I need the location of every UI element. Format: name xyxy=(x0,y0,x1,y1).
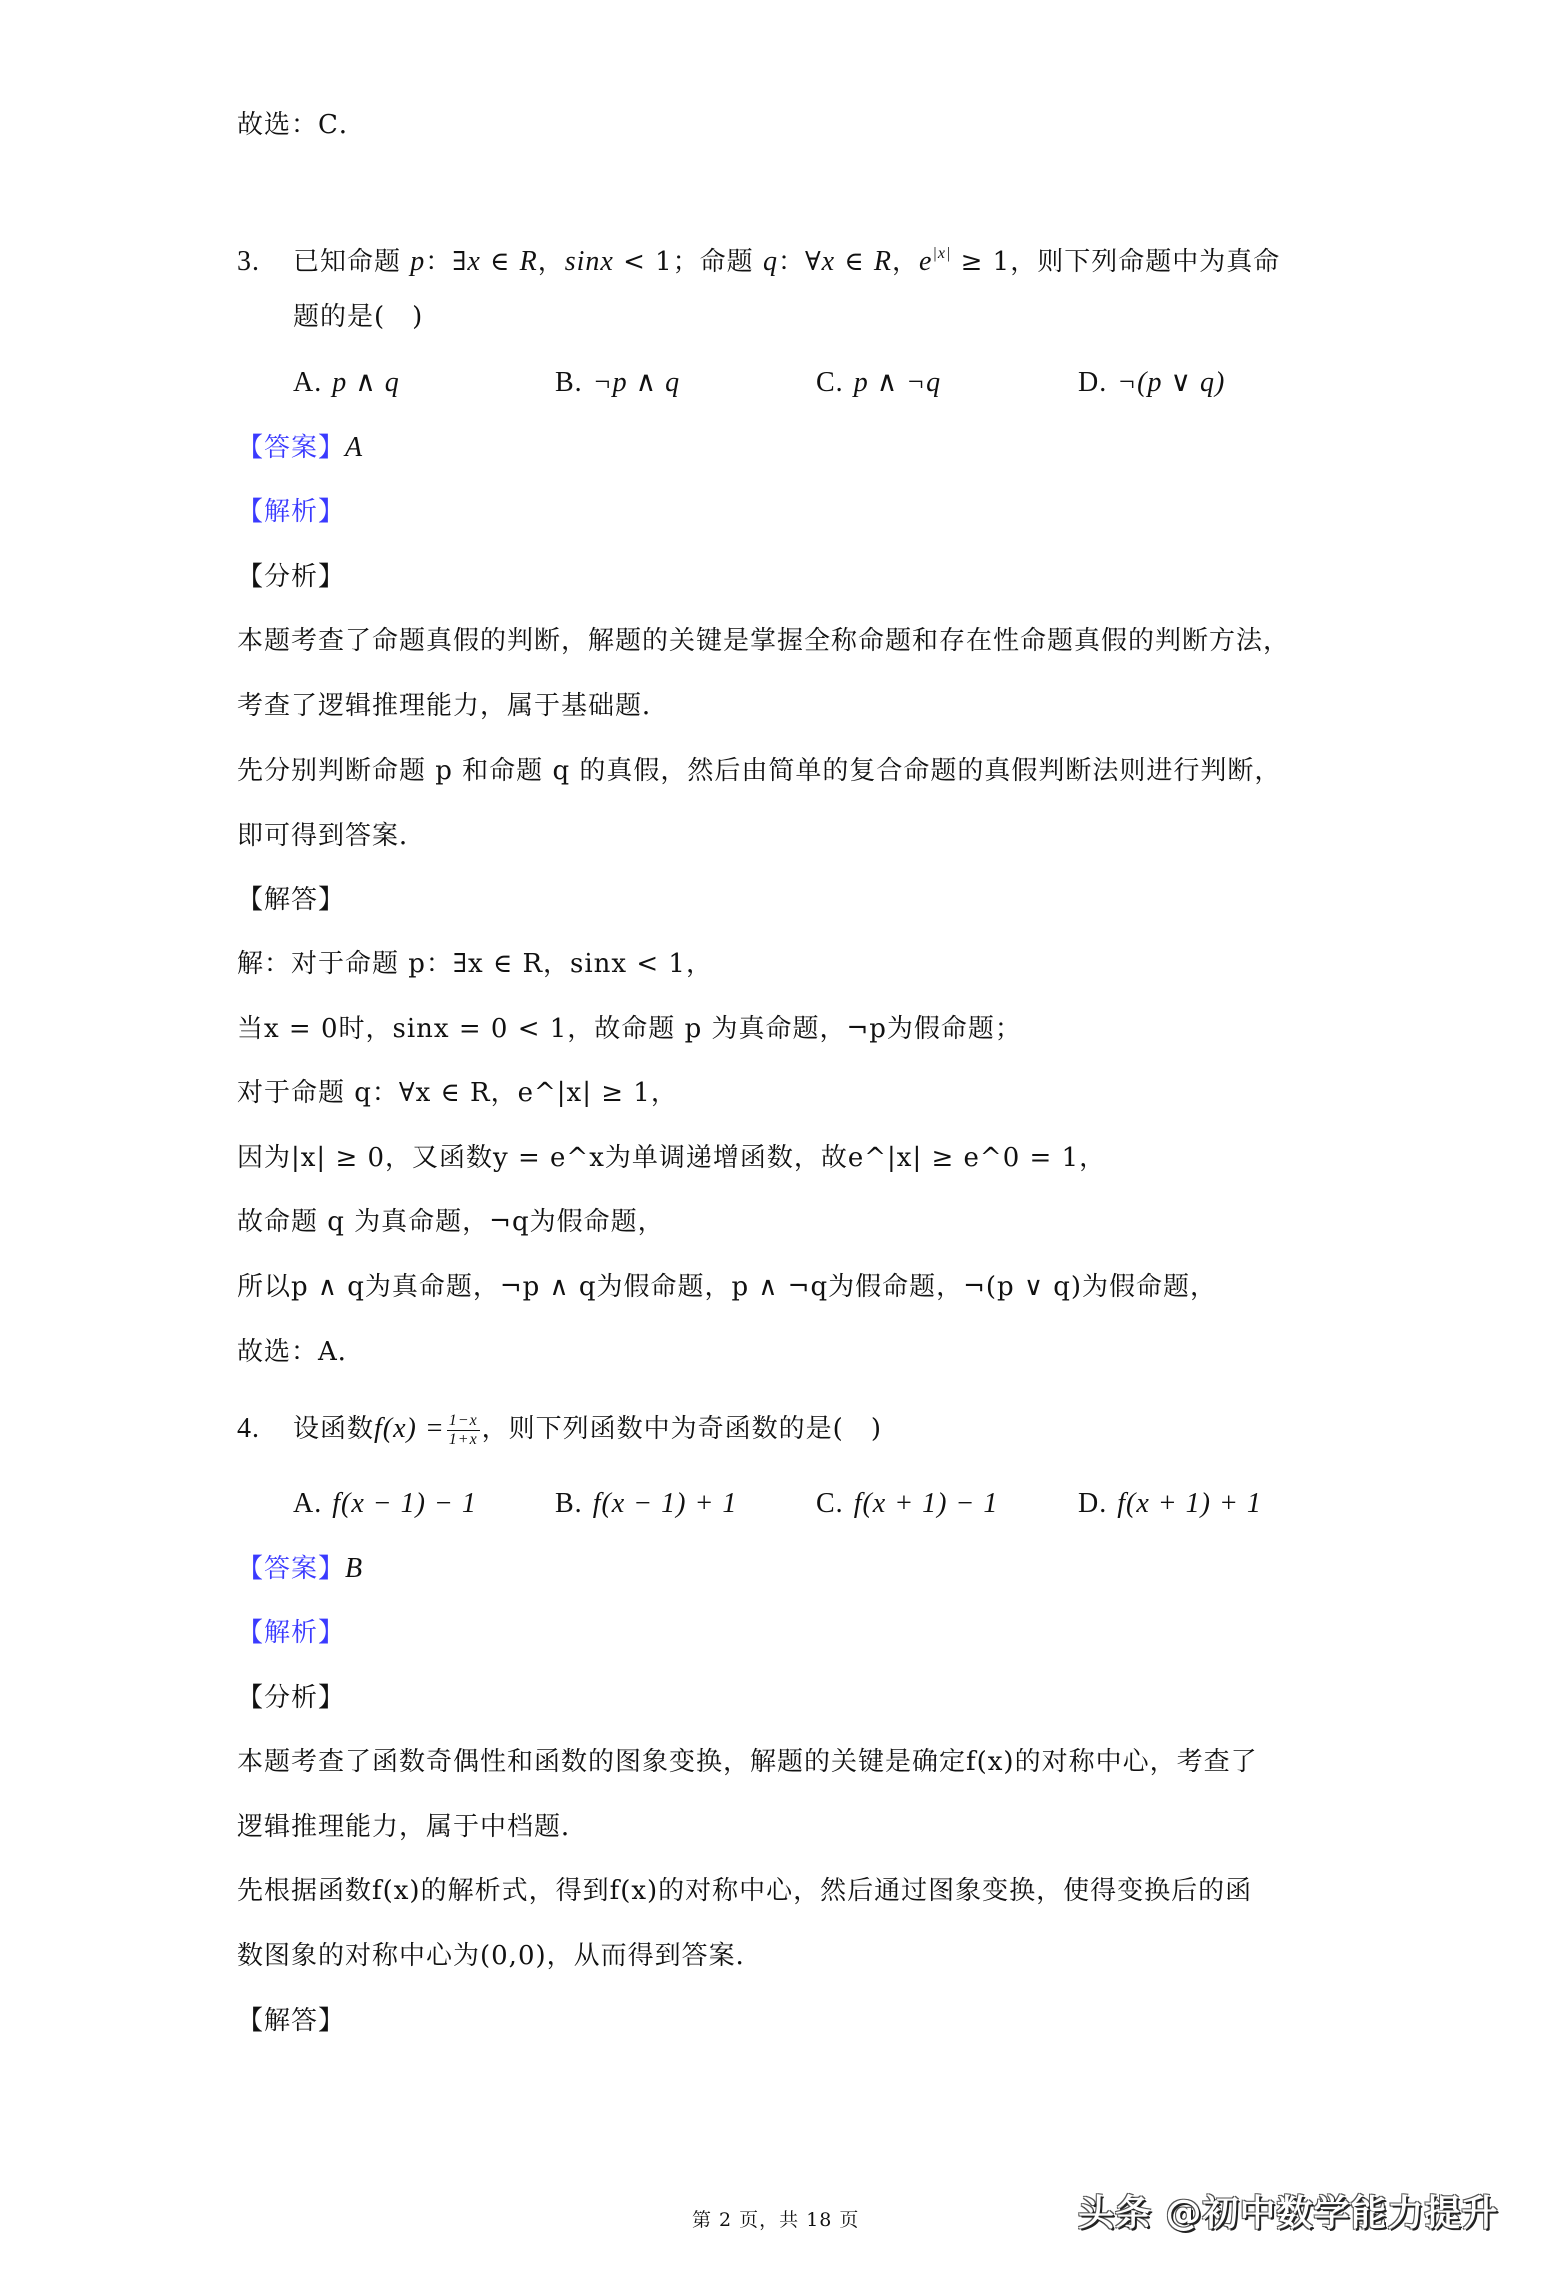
answer-label: 【答案】 xyxy=(237,1554,346,1584)
jieda-label: 【解答】 xyxy=(237,2006,346,2036)
answer-value: A xyxy=(345,432,364,463)
jieda-line: 故选：A． xyxy=(237,1337,365,1367)
option-b: B. f(x − 1) + 1 xyxy=(555,1488,738,1519)
fenxi-line: 本题考查了函数奇偶性和函数的图象变换，解题的关键是确定f(x)的对称中心，考查了 xyxy=(237,1747,1258,1777)
watermark: 头条 @初中数学能力提升 xyxy=(1078,2193,1499,2234)
option-a: A. f(x − 1) − 1 xyxy=(293,1488,477,1519)
jieda-line: 当x = 0时，sinx = 0 < 1，故命题 p 为真命题，¬p为假命题； xyxy=(237,1014,1022,1044)
question-3-options xyxy=(293,363,1393,403)
answer-row xyxy=(237,428,363,468)
fenxi-line: 本题考查了命题真假的判断，解题的关键是掌握全称命题和存在性命题真假的判断方法， xyxy=(237,626,1291,656)
question-4-stem: 4. 设函数f(x) = $\frac{1-x}{1+x}$ ，则下列函数中为奇函数的是( ) xyxy=(237,1409,882,1449)
fenxi-line: 即可得到答案． xyxy=(237,821,427,851)
answer-label: 【答案】 xyxy=(237,433,346,463)
option-a: A. p ∧ q xyxy=(293,367,400,398)
question-number: 3. xyxy=(237,246,260,277)
fenxi-label: 【分析】 xyxy=(237,562,346,592)
fraction: $\frac{1-x}{1+x}$ xyxy=(448,1411,478,1448)
option-d: D. f(x + 1) + 1 xyxy=(1078,1488,1262,1519)
fenxi-line: 逻辑推理能力，属于中档题． xyxy=(237,1812,589,1842)
answer-value: B xyxy=(345,1553,364,1584)
question-3-stem-line2: 题的是( ) xyxy=(293,302,424,332)
option-c: C. p ∧ ¬q xyxy=(816,367,942,398)
jieda-line: 因为|x| ≥ 0，又函数y = e^x为单调递增函数，故e^|x| ≥ e^0 = 1， xyxy=(237,1143,1107,1173)
jieda-line: 故命题 q 为真命题，¬q为假命题， xyxy=(237,1207,665,1237)
question-4-options xyxy=(293,1484,1393,1524)
page-number: 第 2 页，共 18 页 xyxy=(692,2209,860,2231)
jieda-line: 所以p ∧ q为真命题，¬p ∧ q为假命题，p ∧ ¬q为假命题，¬(p ∨ q)为假命题， xyxy=(237,1272,1218,1302)
jieda-label: 【解答】 xyxy=(237,885,346,915)
option-b: B. ¬p ∧ q xyxy=(555,367,681,398)
jiexi-label: 【解析】 xyxy=(237,497,346,527)
fenxi-line: 先分别判断命题 p 和命题 q 的真假，然后由简单的复合命题的真假判断法则进行判断， xyxy=(237,756,1282,786)
option-c: C. f(x + 1) − 1 xyxy=(816,1488,999,1519)
fenxi-line: 先根据函数f(x)的解析式，得到f(x)的对称中心，然后通过图象变换，使得变换后的函 xyxy=(237,1876,1253,1906)
fenxi-line: 考查了逻辑推理能力，属于基础题． xyxy=(237,691,670,721)
question-3-stem-line1: 3. 已知命题 p：∃x ∈ R，sinx < 1；命题 q：∀x ∈ R，$e^{|x|} \ge 1$，则下列命题中为真命 xyxy=(237,234,1280,274)
jieda-line: 解：对于命题 p：∃x ∈ R，sinx < 1， xyxy=(237,949,713,979)
option-d: D. ¬(p ∨ q) xyxy=(1078,367,1226,398)
fenxi-label: 【分析】 xyxy=(237,1683,346,1713)
jieda-line: 对于命题 q：∀x ∈ R，e^|x| ≥ 1， xyxy=(237,1078,678,1108)
answer-row xyxy=(237,1549,363,1589)
jiexi-label: 【解析】 xyxy=(237,1618,346,1648)
fenxi-line: 数图象的对称中心为(0,0)，从而得到答案． xyxy=(237,1941,763,1971)
question-number: 4. xyxy=(237,1413,260,1444)
previous-conclusion: 故选：C． xyxy=(237,110,366,140)
